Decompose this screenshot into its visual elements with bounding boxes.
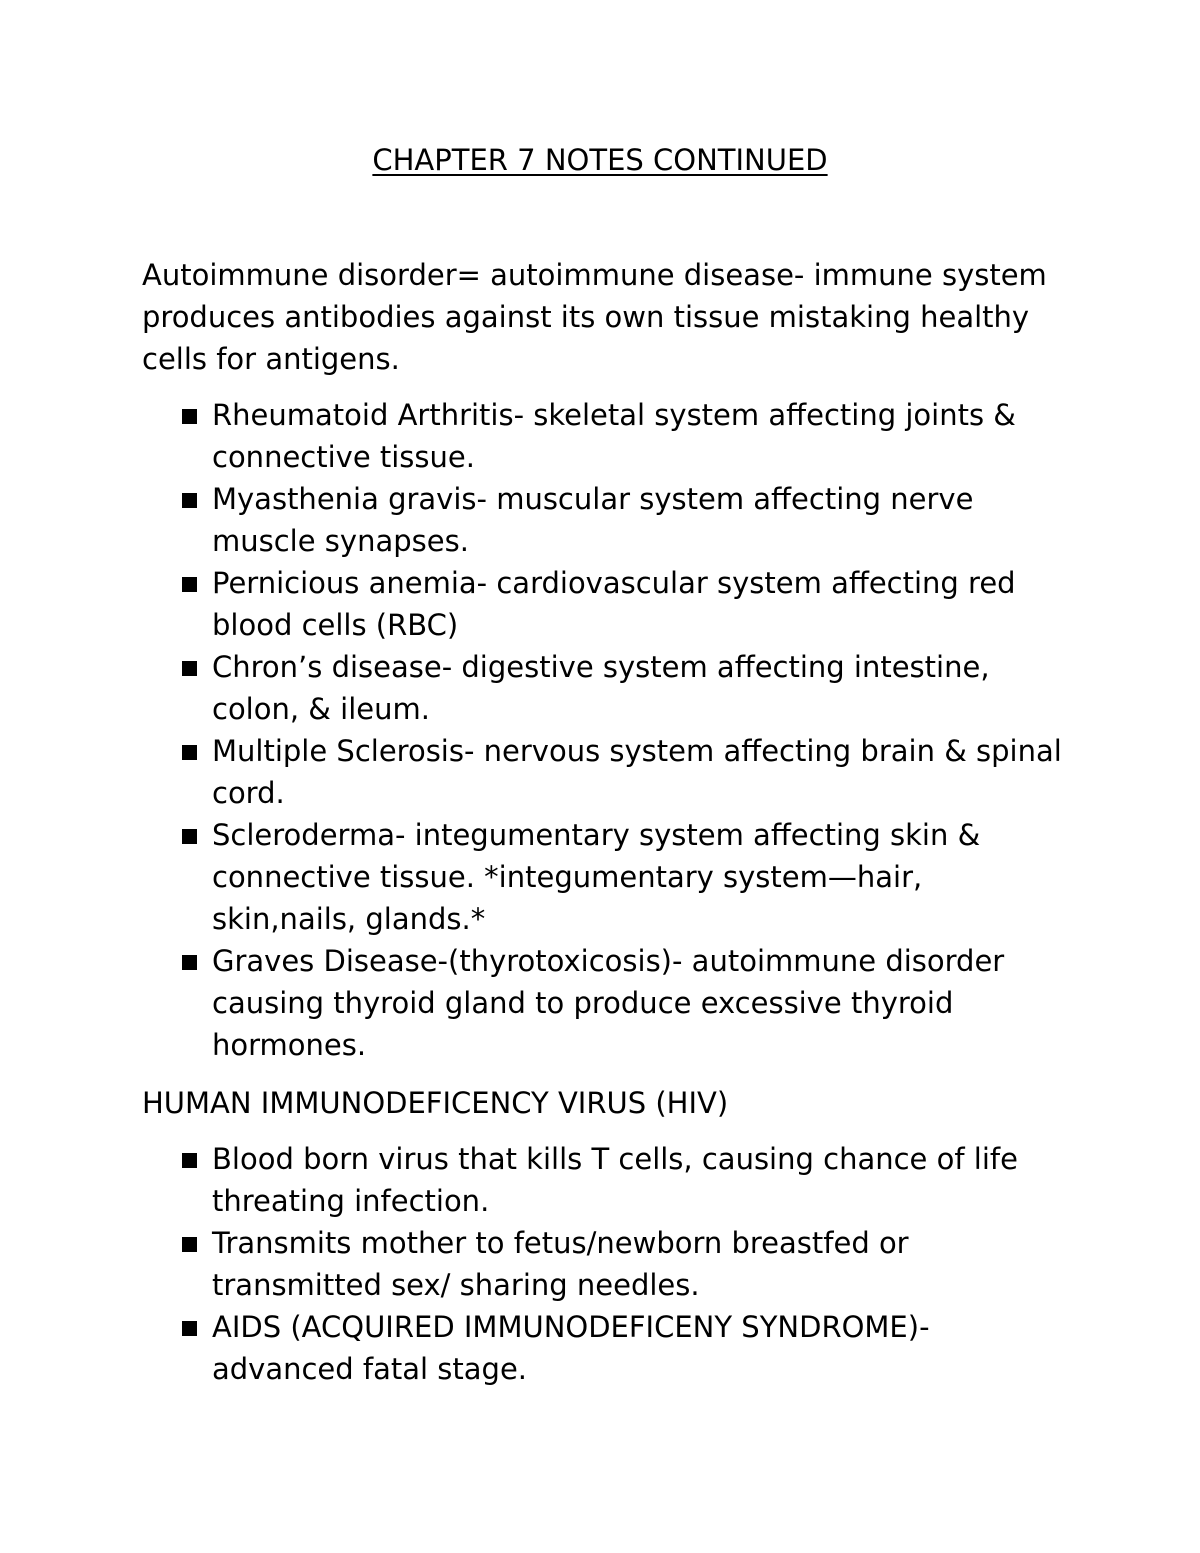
list-item: Scleroderma- integumentary system affecting skin & connective tissue. *integumentary system—hair, skin,nails, glands.* (142, 814, 1072, 940)
hiv-heading: HUMAN IMMUNODEFICENCY VIRUS (HIV) (142, 1086, 729, 1120)
list-item: AIDS (ACQUIRED IMMUNODEFICENY SYNDROME)- advanced fatal stage. (142, 1306, 1072, 1390)
square-bullet-icon (182, 661, 197, 676)
square-bullet-icon (182, 577, 197, 592)
square-bullet-icon (182, 829, 197, 844)
square-bullet-icon (182, 493, 197, 508)
square-bullet-icon (182, 955, 197, 970)
autoimmune-definition: Autoimmune disorder= autoimmune disease- immune system produces antibodies against its own tissue mistaking healthy cells for antigens. (142, 258, 1047, 376)
list-item: Pernicious anemia- cardiovascular system affecting red blood cells (RBC) (142, 562, 1072, 646)
list-item: Multiple Sclerosis- nervous system affecting brain & spinal cord. (142, 730, 1072, 814)
list-item: Myasthenia gravis- muscular system affecting nerve muscle synapses. (142, 478, 1072, 562)
list-item: Graves Disease-(thyrotoxicosis)- autoimmune disorder causing thyroid gland to produce excessive thyroid hormones. (142, 940, 1072, 1066)
list-item: Transmits mother to fetus/newborn breastfed or transmitted sex/ sharing needles. (142, 1222, 1072, 1306)
list-item: Blood born virus that kills T cells, causing chance of life threating infection. (142, 1138, 1072, 1222)
square-bullet-icon (182, 745, 197, 760)
page-title-text: CHAPTER 7 NOTES CONTINUED (372, 143, 828, 177)
document-body (142, 254, 1072, 1406)
page-title (0, 142, 1200, 178)
square-bullet-icon (182, 1237, 197, 1252)
list-item: Chron’s disease- digestive system affecting intestine, colon, & ileum. (142, 646, 1072, 730)
square-bullet-icon (182, 1153, 197, 1168)
square-bullet-icon (182, 409, 197, 424)
autoimmune-disorder-list (142, 394, 1072, 1066)
list-item: Rheumatoid Arthritis- skeletal system affecting joints & connective tissue. (142, 394, 1072, 478)
square-bullet-icon (182, 1321, 197, 1336)
hiv-list (142, 1138, 1072, 1390)
